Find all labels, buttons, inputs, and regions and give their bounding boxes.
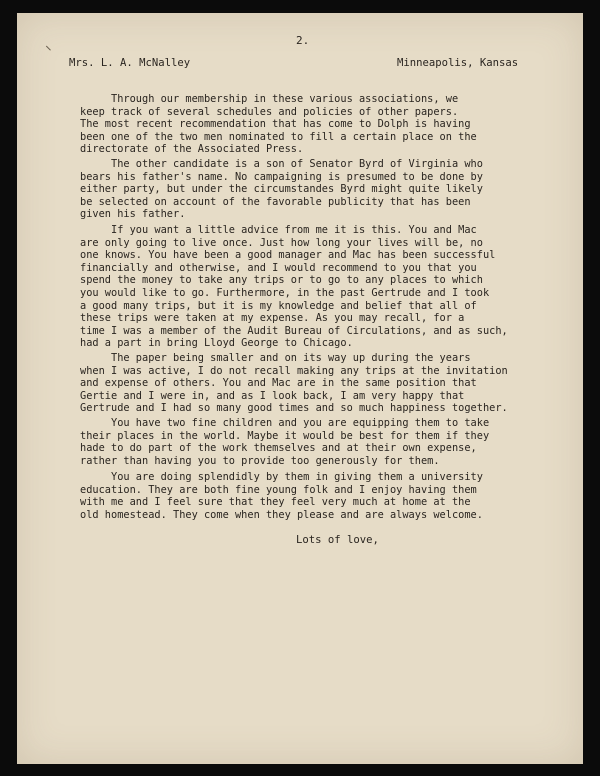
paragraph-line: rather than having you to provide too generously for them. [80, 454, 440, 467]
paragraph-line: Gertrude and I had so many good times and so much happiness together. [80, 402, 508, 415]
paragraph-line: these trips were taken at my expense. As you may recall, for a [80, 312, 465, 325]
paragraph-line: one knows. You have been a good manager and Mac has been successful [80, 249, 496, 262]
paragraph-line: You have two fine children and you are equipping them to take [80, 417, 490, 429]
paragraph-line: given his father. [80, 208, 186, 221]
paragraph-line: If you want a little advice from me it is this. You and Mac [80, 224, 477, 236]
paragraph-line: Through our membership in these various associations, we [80, 93, 459, 105]
paragraph-line: their places in the world. Maybe it would be best for them if they [80, 429, 490, 442]
letter-page [17, 13, 583, 764]
paragraph-line: directorate of the Associated Press. [80, 143, 304, 156]
paragraph-line: time I was a member of the Audit Bureau of Circulations, and as such, [80, 324, 508, 337]
paragraph-5 [80, 417, 540, 467]
paragraph-line: The most recent recommendation that has come to Dolph is having [80, 118, 471, 131]
paragraph-2 [80, 158, 540, 221]
letter-body [17, 13, 583, 764]
paragraph-line: old homestead. They come when they please and are always welcome. [80, 508, 483, 521]
paragraph-line: The other candidate is a son of Senator Byrd of Virginia who [80, 158, 483, 170]
paragraph-line: you would like to go. Furthermore, in the past Gertrude and I took [80, 286, 490, 299]
paragraph-4 [80, 352, 540, 415]
paragraph-3 [80, 224, 540, 350]
page-number: 2. [296, 34, 310, 47]
closing-salutation: Lots of love, [296, 534, 379, 546]
paragraph-line: hade to do part of the work themselves and at their own expense, [80, 442, 477, 455]
paragraph-line: and expense of others. You and Mac are in the same position that [80, 377, 477, 390]
paragraph-line: when I was active, I do not recall making any trips at the invitation [80, 364, 508, 377]
paragraph-line: be selected on account of the favorable publicity that has been [80, 195, 471, 208]
paragraph-line: either party, but under the circumstandes Byrd might quite likely [80, 183, 483, 196]
paragraph-line: financially and otherwise, and I would recommend to you that you [80, 261, 477, 274]
paragraph-line: Gertie and I were in, and as I look back, I am very happy that [80, 389, 465, 402]
paragraph-1 [80, 93, 540, 156]
paragraph-line: with me and I feel sure that they feel very much at home at the [80, 496, 471, 509]
paragraph-line: spend the money to take any trips or to go to any places to which [80, 274, 483, 287]
recipient-location: Minneapolis, Kansas [397, 57, 519, 69]
paragraph-line: had a part in bring Lloyd George to Chicago. [80, 337, 353, 350]
paragraph-line: The paper being smaller and on its way up during the years [80, 352, 471, 364]
paragraph-line: been one of the two men nominated to fill a certain place on the [80, 130, 477, 143]
paragraph-line: a good many trips, but it is my knowledge and belief that all of [80, 299, 477, 312]
recipient-name: Mrs. L. A. McNalley [69, 57, 191, 69]
paragraph-line: keep track of several schedules and policies of other papers. [80, 105, 459, 118]
paragraph-6 [80, 471, 540, 521]
paragraph-line: You are doing splendidly by them in giving them a university [80, 471, 483, 483]
paragraph-line: are only going to live once. Just how long your lives will be, no [80, 236, 483, 249]
paragraph-line: education. They are both fine young folk and I enjoy having them [80, 483, 477, 496]
paragraph-line: bears his father's name. No campaigning is presumed to be done by [80, 170, 483, 183]
